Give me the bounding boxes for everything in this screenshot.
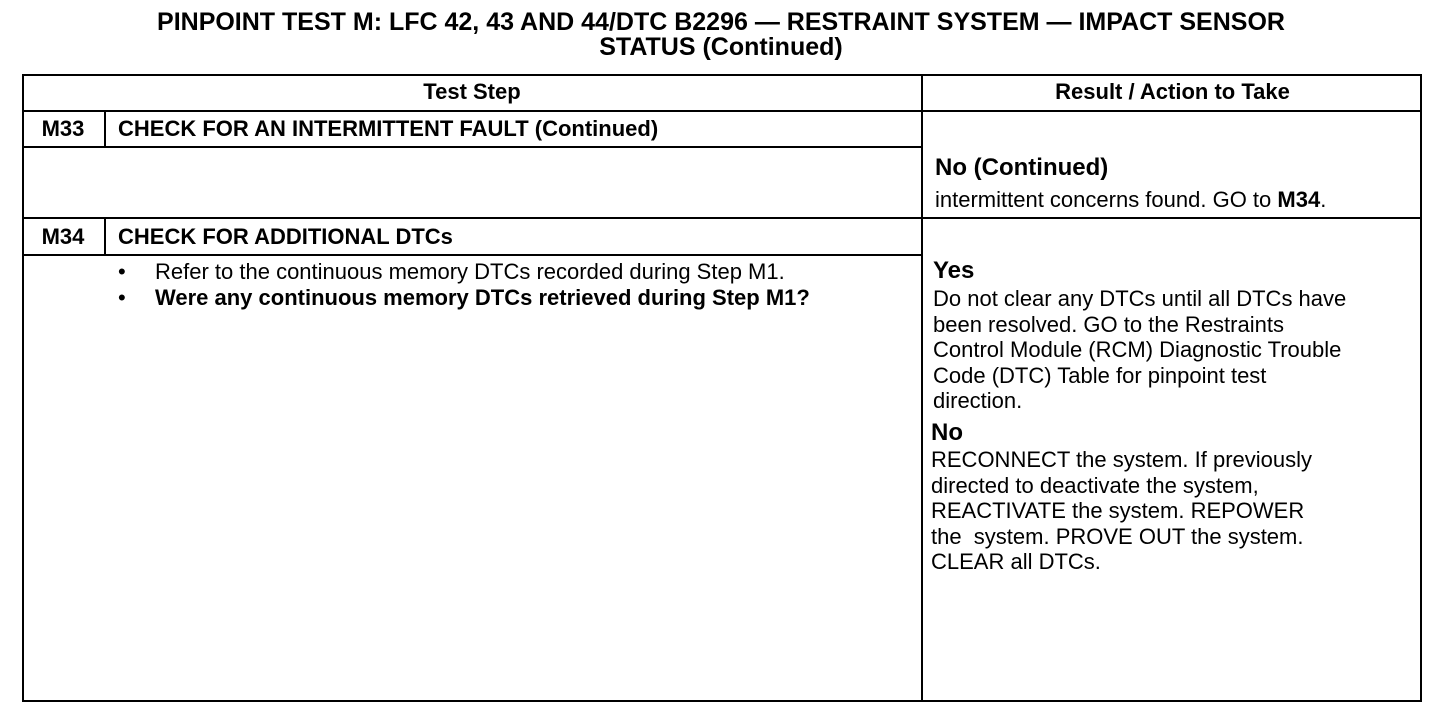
m33-result-label: No (Continued): [935, 154, 1109, 181]
m34-yes-line-5: direction.: [933, 388, 1023, 413]
m34-id-divider: [104, 217, 106, 255]
m34-yes-line-2: been resolved. GO to the Restraints: [933, 311, 1284, 337]
page-title: [0, 10, 1442, 60]
column-divider: [921, 74, 923, 702]
header-test-step: Test Step: [423, 79, 521, 104]
m34-bullet-2: Were any continuous memory DTCs retrieved during Step M1?: [155, 285, 810, 310]
m33-result-link: M34: [1277, 187, 1321, 212]
m34-row-divider: [22, 217, 1422, 219]
step-heading-m34: CHECK FOR ADDITIONAL DTCs: [118, 224, 453, 249]
header-result-action: Result / Action to Take: [1055, 79, 1290, 104]
m33-result-text: [935, 187, 1326, 213]
m33-result-text-pre: intermittent concerns found. GO to: [935, 187, 1278, 212]
m34-no-line-4: the system. PROVE OUT the system.: [931, 523, 1304, 549]
m34-heading-divider: [22, 254, 922, 256]
m34-yes-text: [933, 286, 1421, 414]
m34-yes-line-4: Code (DTC) Table for pinpoint test: [933, 362, 1267, 388]
m33-id-divider: [104, 110, 106, 147]
header-divider: [22, 110, 1422, 112]
m34-yes-line-1: Do not clear any DTCs until all DTCs have: [933, 286, 1347, 311]
title-line-1: PINPOINT TEST M: LFC 42, 43 AND 44/DTC B2296 — RESTRAINT SYSTEM — IMPACT SENSOR: [157, 8, 1285, 36]
m33-heading-divider: [22, 146, 922, 148]
title-line-2: STATUS (Continued): [599, 33, 843, 61]
m34-no-line-3: REACTIVATE the system. REPOWER: [931, 498, 1305, 523]
m34-no-line-1: RECONNECT the system. If previously: [931, 447, 1313, 472]
m34-bullet-1-marker: •: [118, 259, 126, 284]
m34-no-label: No: [931, 419, 963, 446]
step-id-m33: M33: [41, 116, 85, 141]
m34-no-text: [931, 447, 1419, 575]
m34-yes-line-3: Control Module (RCM) Diagnostic Trouble: [933, 337, 1342, 362]
m33-result-text-post: .: [1320, 187, 1327, 212]
step-heading-m33: CHECK FOR AN INTERMITTENT FAULT (Continued): [118, 116, 659, 141]
step-id-m34: M34: [41, 224, 85, 249]
m34-yes-label: Yes: [933, 257, 975, 284]
m34-no-line-5: CLEAR all DTCs.: [931, 549, 1101, 574]
m34-no-line-2: directed to deactivate the system,: [931, 472, 1259, 498]
m34-bullet-1: Refer to the continuous memory DTCs recorded during Step M1.: [155, 259, 785, 284]
m34-bullet-2-marker: •: [118, 285, 126, 310]
